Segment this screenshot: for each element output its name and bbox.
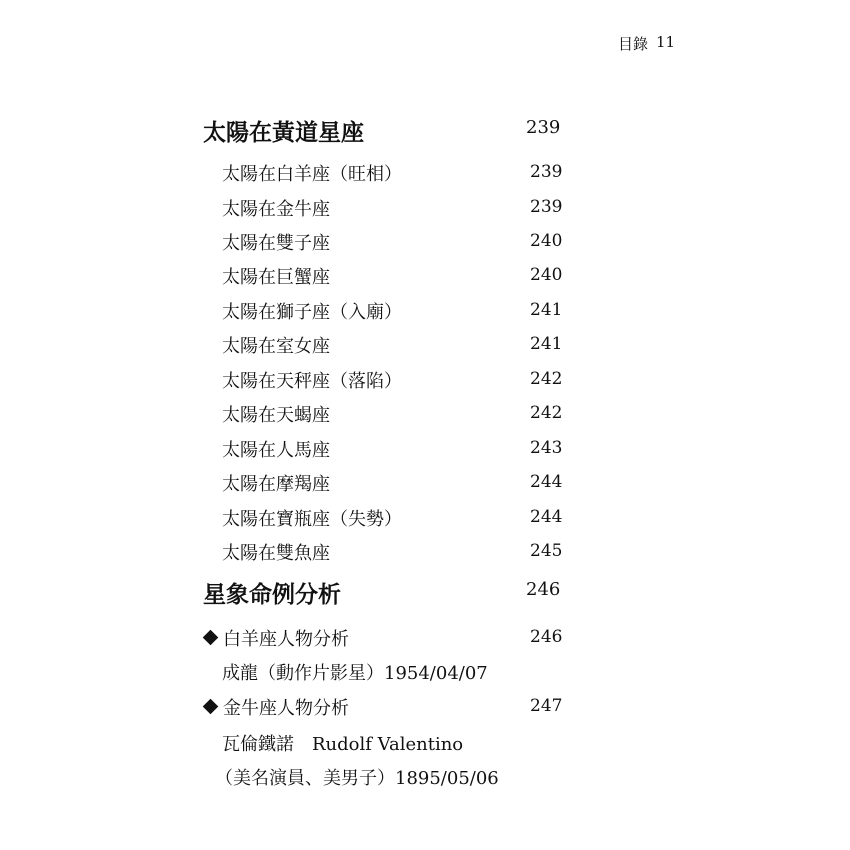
- toc-entry-page: 244: [530, 472, 563, 492]
- toc-entry-label[interactable]: 太陽在獅子座（入廟）: [222, 302, 402, 323]
- section-title[interactable]: 太陽在黃道星座: [203, 120, 364, 146]
- toc-entry-page: 244: [530, 507, 563, 527]
- diamond-bullet-icon: [203, 630, 219, 646]
- toc-entry-label[interactable]: 白羊座人物分析: [223, 629, 349, 650]
- toc-entry-page: 246: [530, 627, 563, 647]
- toc-entry-label[interactable]: 太陽在寶瓶座（失勢）: [222, 509, 402, 530]
- toc-entry-page: 239: [530, 197, 563, 217]
- toc-entry-page: 242: [530, 403, 563, 423]
- toc-entry-label[interactable]: 太陽在天秤座（落陷）: [222, 371, 402, 392]
- toc-entry-label[interactable]: 太陽在雙魚座: [222, 543, 330, 564]
- toc-entry-label[interactable]: 太陽在雙子座: [222, 233, 330, 254]
- toc-entry-detail: 成龍（動作片影星）1954/04/07: [222, 663, 488, 684]
- section-title[interactable]: 星象命例分析: [203, 582, 341, 608]
- toc-entry-label[interactable]: 太陽在巨蟹座: [222, 267, 330, 288]
- toc-entry-label[interactable]: 太陽在室女座: [222, 336, 330, 357]
- toc-entry-page: 243: [530, 438, 563, 458]
- header-page-number: 11: [656, 33, 676, 51]
- toc-entry-page: 240: [530, 265, 563, 285]
- toc-entry-label[interactable]: 太陽在天蝎座: [222, 405, 330, 426]
- section-page-number: 246: [526, 579, 561, 600]
- toc-entry-detail: （美名演員、美男子）1895/05/06: [215, 768, 499, 789]
- toc-entry-label[interactable]: 金牛座人物分析: [223, 698, 349, 719]
- header-title: 目錄: [618, 35, 649, 53]
- toc-entry-page: 241: [530, 334, 563, 354]
- toc-entry-label[interactable]: 太陽在白羊座（旺相）: [222, 164, 402, 185]
- toc-entry-label[interactable]: 太陽在人馬座: [222, 440, 330, 461]
- toc-entry-text: [203, 694, 349, 720]
- toc-entry-page: 242: [530, 369, 563, 389]
- toc-entry-text: [203, 625, 349, 651]
- toc-entry-page: 240: [530, 231, 563, 251]
- toc-entry-detail: 瓦倫鐵諾 Rudolf Valentino: [222, 734, 464, 755]
- toc-entry-page: 245: [530, 541, 563, 561]
- toc-entry-page: 241: [530, 300, 563, 320]
- section-page-number: 239: [526, 117, 561, 138]
- diamond-bullet-icon: [203, 699, 219, 715]
- toc-entry-label[interactable]: 太陽在金牛座: [222, 199, 330, 220]
- toc-entry-page: 247: [530, 696, 563, 716]
- toc-entry-label[interactable]: 太陽在摩羯座: [222, 474, 330, 495]
- toc-entry-page: 239: [530, 162, 563, 182]
